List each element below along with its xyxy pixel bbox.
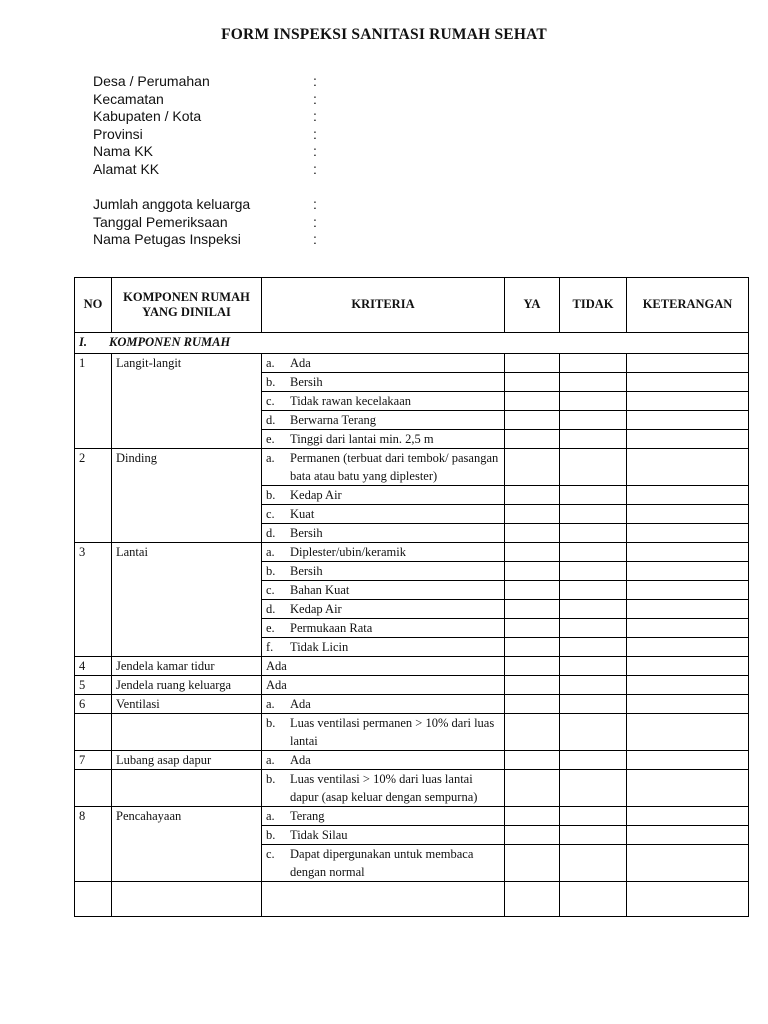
info-label: Nama KK (93, 143, 153, 159)
criteria-letter: c. (266, 583, 275, 597)
item-name-cell: Langit-langit (112, 354, 262, 449)
criteria-letter: a. (266, 356, 275, 370)
criteria-cell (262, 751, 505, 770)
criteria-text: Ada (266, 678, 287, 692)
keterangan-cell[interactable] (627, 657, 749, 676)
criteria-text: Ada (290, 697, 311, 711)
criteria-text: Bahan Kuat (290, 583, 350, 597)
item-name-cell: Dinding (112, 449, 262, 543)
tidak-cell[interactable] (560, 638, 627, 657)
ya-cell[interactable] (505, 638, 560, 657)
table-row-empty (75, 882, 749, 917)
section-cell (75, 333, 749, 354)
criteria-item (266, 411, 500, 429)
keterangan-cell[interactable] (627, 430, 749, 449)
criteria-letter: a. (266, 451, 275, 465)
keterangan-cell[interactable] (627, 751, 749, 770)
criteria-letter: e. (266, 432, 275, 446)
criteria-item (266, 845, 500, 881)
criteria-item (266, 449, 500, 485)
item-name-cell: Lubang asap dapur (112, 751, 262, 770)
criteria-text: Tidak Licin (290, 640, 349, 654)
ya-cell[interactable] (505, 449, 560, 486)
criteria-text: Bersih (290, 526, 323, 540)
table-row (75, 695, 749, 714)
table-row (75, 751, 749, 770)
item-no-cell: 6 (75, 695, 112, 714)
criteria-text: Kedap Air (290, 488, 342, 502)
criteria-item (266, 751, 500, 769)
keterangan-cell[interactable] (627, 449, 749, 486)
form-title: FORM INSPEKSI SANITASI RUMAH SEHAT (221, 26, 547, 43)
tidak-cell[interactable] (560, 751, 627, 770)
keterangan-cell[interactable] (627, 354, 749, 373)
table-header-row (75, 278, 749, 333)
ya-cell[interactable] (505, 505, 560, 524)
info-colon: : (313, 90, 317, 107)
criteria-cell (262, 581, 505, 600)
criteria-text: Tidak Silau (290, 828, 348, 842)
empty-cell[interactable] (75, 882, 112, 917)
criteria-text: Terang (290, 809, 325, 823)
item-no-cell: 4 (75, 657, 112, 676)
table-row (75, 770, 749, 807)
tidak-cell[interactable] (560, 449, 627, 486)
criteria-text: Ada (266, 659, 287, 673)
empty-cell[interactable] (262, 882, 505, 917)
keterangan-cell[interactable] (627, 581, 749, 600)
item-name-cell (112, 714, 262, 751)
info-label: Provinsi (93, 125, 143, 142)
info-colon: : (313, 143, 317, 159)
criteria-item (266, 676, 500, 694)
criteria-cell (262, 676, 505, 695)
table-row (75, 714, 749, 751)
ya-cell[interactable] (505, 600, 560, 619)
item-name-cell: Jendela ruang keluarga (112, 676, 262, 695)
item-no-cell: 5 (75, 676, 112, 695)
tidak-cell[interactable] (560, 486, 627, 505)
ya-cell[interactable] (505, 845, 560, 882)
criteria-cell (262, 807, 505, 826)
criteria-letter: b. (266, 828, 276, 842)
info-label: Alamat KK (93, 160, 160, 177)
item-no-cell (75, 714, 112, 751)
criteria-cell (262, 695, 505, 714)
tidak-cell[interactable] (560, 430, 627, 449)
ya-cell[interactable] (505, 695, 560, 714)
criteria-cell (262, 354, 505, 373)
keterangan-cell[interactable] (627, 392, 749, 411)
header-ya: YA (505, 278, 560, 333)
item-name-cell: Ventilasi (112, 695, 262, 714)
table-row (75, 449, 749, 486)
criteria-cell (262, 657, 505, 676)
criteria-item (266, 826, 500, 844)
criteria-cell (262, 524, 505, 543)
criteria-text: Tinggi dari lantai min. 2,5 m (290, 432, 434, 446)
info-colon: : (313, 108, 317, 124)
criteria-text: Diplester/ubin/keramik (290, 545, 406, 559)
item-no-cell (75, 770, 112, 807)
criteria-item (266, 562, 500, 580)
criteria-text: Bersih (290, 375, 323, 389)
keterangan-cell[interactable] (627, 807, 749, 826)
criteria-cell (262, 392, 505, 411)
criteria-cell (262, 826, 505, 845)
criteria-text: Tidak rawan kecelakaan (290, 394, 412, 408)
header-komponen: KOMPONEN RUMAH YANG DINILAI (112, 278, 262, 333)
tidak-cell[interactable] (560, 600, 627, 619)
item-name-cell (112, 770, 262, 807)
criteria-letter: a. (266, 697, 275, 711)
keterangan-cell[interactable] (627, 524, 749, 543)
ya-cell[interactable] (505, 354, 560, 373)
tidak-cell[interactable] (560, 695, 627, 714)
ya-cell[interactable] (505, 392, 560, 411)
criteria-text: Ada (290, 753, 311, 767)
info-label: Kabupaten / Kota (93, 108, 202, 124)
item-no-cell: 2 (75, 449, 112, 543)
table-row (75, 676, 749, 695)
info-label: Nama Petugas Inspeksi (93, 231, 241, 247)
ya-cell[interactable] (505, 581, 560, 600)
ya-cell[interactable] (505, 619, 560, 638)
keterangan-cell[interactable] (627, 770, 749, 807)
section-row (75, 333, 749, 354)
criteria-cell (262, 770, 505, 807)
keterangan-cell[interactable] (627, 638, 749, 657)
criteria-cell (262, 486, 505, 505)
item-name-cell: Jendela kamar tidur (112, 657, 262, 676)
criteria-cell (262, 505, 505, 524)
empty-cell[interactable] (627, 882, 749, 917)
criteria-item (266, 543, 500, 561)
criteria-letter: b. (266, 772, 276, 786)
ya-cell[interactable] (505, 373, 560, 392)
criteria-cell (262, 411, 505, 430)
keterangan-cell[interactable] (627, 543, 749, 562)
criteria-text: Berwarna Terang (290, 413, 377, 427)
criteria-cell (262, 600, 505, 619)
ya-cell[interactable] (505, 411, 560, 430)
tidak-cell[interactable] (560, 770, 627, 807)
tidak-cell[interactable] (560, 505, 627, 524)
ya-cell[interactable] (505, 562, 560, 581)
tidak-cell[interactable] (560, 845, 627, 882)
ya-cell[interactable] (505, 676, 560, 695)
keterangan-cell[interactable] (627, 676, 749, 695)
criteria-cell (262, 449, 505, 486)
criteria-item (266, 638, 500, 656)
item-no-cell: 7 (75, 751, 112, 770)
keterangan-cell[interactable] (627, 562, 749, 581)
criteria-cell (262, 845, 505, 882)
ya-cell[interactable] (505, 543, 560, 562)
criteria-letter: b. (266, 488, 276, 502)
table-row (75, 354, 749, 373)
table-row (75, 807, 749, 826)
info-colon: : (313, 231, 317, 247)
criteria-text: Bersih (290, 564, 323, 578)
header-kriteria: KRITERIA (262, 278, 505, 333)
item-no-cell: 1 (75, 354, 112, 449)
keterangan-cell[interactable] (627, 826, 749, 845)
tidak-cell[interactable] (560, 524, 627, 543)
criteria-text: Dapat dipergunakan untuk membaca dengan normal (290, 847, 474, 879)
header-no: NO (75, 278, 112, 333)
criteria-item (266, 770, 500, 806)
criteria-text: Permukaan Rata (290, 621, 373, 635)
criteria-letter: d. (266, 602, 276, 616)
criteria-item (266, 486, 500, 504)
criteria-letter: b. (266, 564, 276, 578)
ya-cell[interactable] (505, 486, 560, 505)
criteria-letter: a. (266, 753, 275, 767)
keterangan-cell[interactable] (627, 600, 749, 619)
header-keterangan: KETERANGAN (627, 278, 749, 333)
info-label: Jumlah anggota keluarga (93, 196, 251, 212)
criteria-cell (262, 619, 505, 638)
criteria-item (266, 807, 500, 825)
criteria-text: Luas ventilasi permanen > 10% dari luas lantai (290, 716, 495, 748)
criteria-item (266, 581, 500, 599)
empty-cell[interactable] (560, 882, 627, 917)
criteria-letter: c. (266, 507, 275, 521)
criteria-text: Kedap Air (290, 602, 342, 616)
item-name-cell: Lantai (112, 543, 262, 657)
criteria-item (266, 695, 500, 713)
empty-cell[interactable] (112, 882, 262, 917)
info-label: Kecamatan (93, 90, 164, 107)
table-row (75, 543, 749, 562)
criteria-letter: f. (266, 640, 274, 654)
criteria-cell (262, 562, 505, 581)
ya-cell[interactable] (505, 714, 560, 751)
criteria-item (266, 430, 500, 448)
criteria-letter: d. (266, 413, 276, 427)
section-label: KOMPONEN RUMAH (109, 335, 231, 349)
tidak-cell[interactable] (560, 676, 627, 695)
criteria-letter: e. (266, 621, 275, 635)
criteria-cell (262, 373, 505, 392)
criteria-item (266, 354, 500, 372)
info-colon: : (313, 73, 317, 89)
item-no-cell: 8 (75, 807, 112, 882)
header-tidak: TIDAK (560, 278, 627, 333)
tidak-cell[interactable] (560, 411, 627, 430)
criteria-text: Kuat (290, 507, 315, 521)
info-colon: : (313, 196, 317, 212)
ya-cell[interactable] (505, 807, 560, 826)
section-roman: I. (79, 335, 87, 349)
ya-cell[interactable] (505, 826, 560, 845)
info-label: Desa / Perumahan (93, 73, 210, 89)
info-colon: : (313, 213, 317, 230)
ya-cell[interactable] (505, 524, 560, 543)
criteria-item (266, 714, 500, 750)
criteria-letter: d. (266, 526, 276, 540)
criteria-letter: a. (266, 545, 275, 559)
info-colon: : (313, 160, 317, 177)
criteria-item (266, 657, 500, 675)
item-no-cell: 3 (75, 543, 112, 657)
table-row (75, 657, 749, 676)
criteria-item (266, 619, 500, 637)
criteria-item (266, 505, 500, 523)
criteria-letter: b. (266, 716, 276, 730)
keterangan-cell[interactable] (627, 695, 749, 714)
tidak-cell[interactable] (560, 657, 627, 676)
criteria-cell (262, 543, 505, 562)
criteria-letter: b. (266, 375, 276, 389)
tidak-cell[interactable] (560, 807, 627, 826)
keterangan-cell[interactable] (627, 486, 749, 505)
ya-cell[interactable] (505, 770, 560, 807)
criteria-item (266, 392, 500, 410)
keterangan-cell[interactable] (627, 619, 749, 638)
criteria-item (266, 524, 500, 542)
criteria-item (266, 373, 500, 391)
criteria-cell (262, 430, 505, 449)
tidak-cell[interactable] (560, 354, 627, 373)
empty-cell[interactable] (505, 882, 560, 917)
keterangan-cell[interactable] (627, 411, 749, 430)
keterangan-cell[interactable] (627, 714, 749, 751)
inspection-table (74, 277, 749, 917)
tidak-cell[interactable] (560, 826, 627, 845)
keterangan-cell[interactable] (627, 845, 749, 882)
info-colon: : (313, 125, 317, 142)
criteria-text: Permanen (terbuat dari tembok/ pasangan bata atau batu yang diplester) (290, 451, 499, 483)
criteria-cell (262, 714, 505, 751)
ya-cell[interactable] (505, 657, 560, 676)
keterangan-cell[interactable] (627, 505, 749, 524)
tidak-cell[interactable] (560, 562, 627, 581)
criteria-item (266, 600, 500, 618)
criteria-letter: c. (266, 394, 275, 408)
criteria-text: Luas ventilasi > 10% dari luas lantai dapur (asap keluar dengan sempurna) (290, 772, 478, 804)
tidak-cell[interactable] (560, 373, 627, 392)
tidak-cell[interactable] (560, 392, 627, 411)
item-name-cell: Pencahayaan (112, 807, 262, 882)
keterangan-cell[interactable] (627, 373, 749, 392)
tidak-cell[interactable] (560, 581, 627, 600)
criteria-letter: c. (266, 847, 275, 861)
ya-cell[interactable] (505, 430, 560, 449)
tidak-cell[interactable] (560, 543, 627, 562)
tidak-cell[interactable] (560, 714, 627, 751)
info-label: Tanggal Pemeriksaan (93, 213, 228, 230)
criteria-letter: a. (266, 809, 275, 823)
ya-cell[interactable] (505, 751, 560, 770)
tidak-cell[interactable] (560, 619, 627, 638)
criteria-text: Ada (290, 356, 311, 370)
criteria-cell (262, 638, 505, 657)
